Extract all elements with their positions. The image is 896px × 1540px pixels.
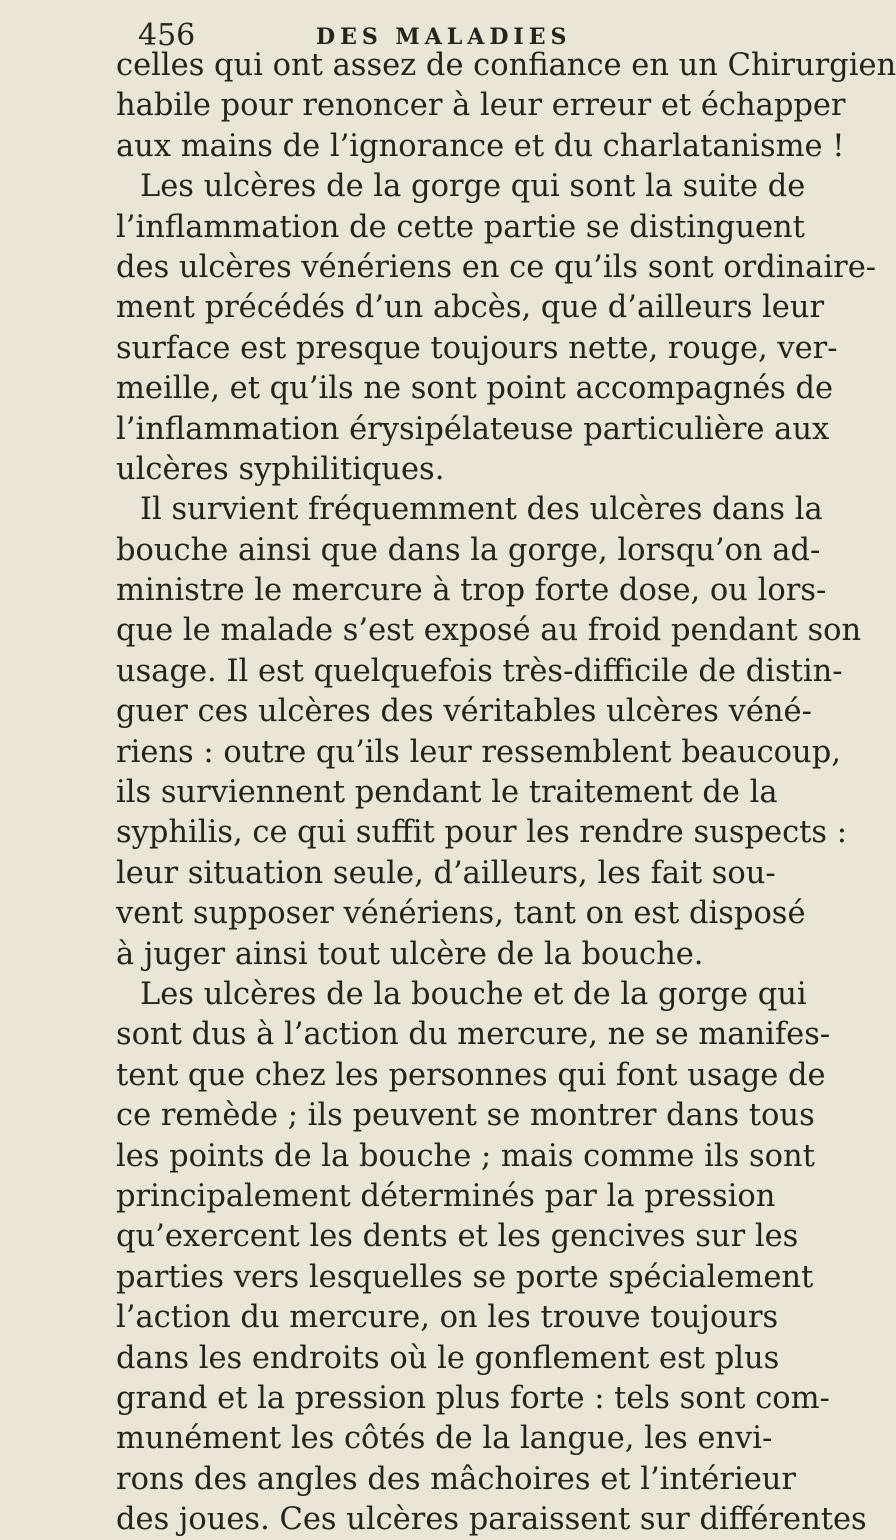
text-line: usage. Il est quelquefois très-difficile de distin-	[116, 653, 843, 689]
text-line: dans les endroits où le gonflement est plus	[116, 1340, 780, 1376]
text-line: riens : outre qu’ils leur ressemblent beaucoup,	[116, 734, 841, 770]
text-line: les points de la bouche ; mais comme ils sont	[116, 1138, 815, 1174]
text-line: Les ulcères de la bouche et de la gorge qui	[140, 976, 807, 1012]
text-line: guer ces ulcères des véritables ulcères véné-	[116, 694, 812, 730]
text-line: parties vers lesquelles se porte spécialement	[116, 1259, 814, 1295]
text-line: ce remède ; ils peuvent se montrer dans tous	[116, 1098, 815, 1134]
text-line: ulcères syphilitiques.	[116, 451, 445, 487]
text-line: ministre le mercure à trop forte dose, ou lors-	[116, 573, 827, 609]
text-line: tent que chez les personnes qui font usage de	[116, 1057, 826, 1093]
text-line: l’inflammation de cette partie se distinguent	[116, 209, 805, 245]
text-line: vent supposer vénériens, tant on est disposé	[116, 896, 806, 932]
text-line: des ulcères vénériens en ce qu’ils sont ordinaire-	[116, 249, 877, 285]
text-line: Il survient fréquemment des ulcères dans la	[140, 492, 823, 528]
text-line: ment précédés d’un abcès, que d’ailleurs leur	[116, 290, 825, 326]
text-line: leur situation seule, d’ailleurs, les fait sou-	[116, 855, 776, 891]
text-line: sont dus à l’action du mercure, ne se manifes-	[116, 1017, 831, 1053]
body-text	[116, 46, 896, 1540]
text-line: à juger ainsi tout ulcère de la bouche.	[116, 936, 704, 972]
text-line: ils surviennent pendant le traitement de la	[116, 775, 778, 811]
text-line: des joues. Ces ulcères paraissent sur différentes	[116, 1502, 867, 1538]
text-line: l’action du mercure, on les trouve toujours	[116, 1300, 779, 1336]
text-line: grand et la pression plus forte : tels sont com-	[116, 1380, 830, 1416]
text-line: meille, et qu’ils ne sont point accompagnés de	[116, 371, 834, 407]
text-line: aux mains de l’ignorance et du charlatanisme !	[116, 128, 845, 164]
text-line: Les ulcères de la gorge qui sont la suite de	[140, 169, 806, 205]
text-line: qu’exercent les dents et les gencives sur les	[116, 1219, 799, 1255]
text-line: munément les côtés de la langue, les envi-	[116, 1421, 773, 1457]
text-line: syphilis, ce qui suffit pour les rendre suspects :	[116, 815, 848, 851]
text-line: celles qui ont assez de confiance en un Chirurgien	[116, 48, 896, 83]
text-line: rons des angles des mâchoires et l’intérieur	[116, 1461, 796, 1497]
text-line: principalement déterminés par la pression	[116, 1178, 776, 1214]
text-line: l’inflammation érysipélateuse particulière aux	[116, 411, 830, 447]
page-number: 456	[138, 18, 196, 53]
text-line: habile pour renoncer à leur erreur et échapper	[116, 88, 846, 124]
running-head: DES MALADIES	[316, 24, 572, 50]
text-line: que le malade s’est exposé au froid pendant son	[116, 613, 862, 649]
text-line: bouche ainsi que dans la gorge, lorsqu’on ad-	[116, 532, 821, 568]
text-line: surface est presque toujours nette, rouge, ver-	[116, 330, 838, 366]
